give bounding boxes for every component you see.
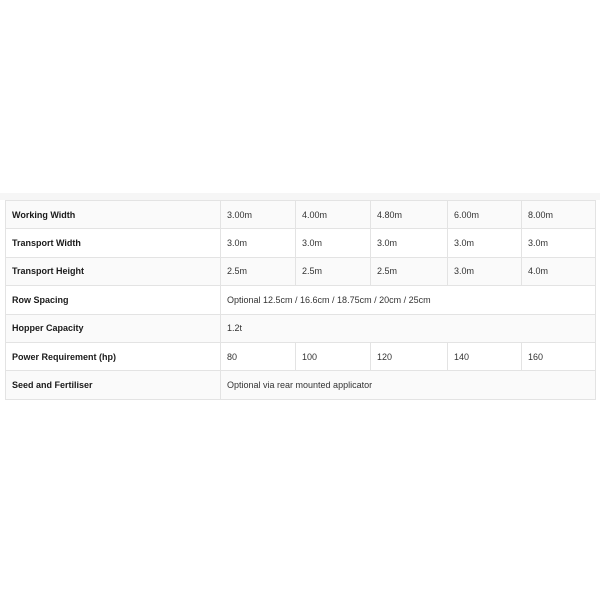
table-row-power-requirement xyxy=(6,342,596,370)
row-label: Working Width xyxy=(6,201,221,229)
table-cell: 3.0m xyxy=(522,229,596,257)
table-cell-merged: Optional via rear mounted applicator xyxy=(221,371,596,399)
table-cell: 80 xyxy=(221,342,296,370)
row-label: Row Spacing xyxy=(6,286,221,314)
table-cell: 3.0m xyxy=(448,257,522,285)
table-row-transport-height xyxy=(6,257,596,285)
table-cell: 2.5m xyxy=(221,257,296,285)
table-cell: 140 xyxy=(448,342,522,370)
specifications-table xyxy=(5,200,596,400)
row-label: Transport Width xyxy=(6,229,221,257)
table-row-hopper-capacity xyxy=(6,314,596,342)
table-cell: 8.00m xyxy=(522,201,596,229)
table-cell: 3.00m xyxy=(221,201,296,229)
table-row-working-width xyxy=(6,201,596,229)
table-row-transport-width xyxy=(6,229,596,257)
table-cell: 2.5m xyxy=(296,257,371,285)
table-cell: 6.00m xyxy=(448,201,522,229)
table-cell: 3.0m xyxy=(221,229,296,257)
table-cell: 120 xyxy=(371,342,448,370)
table-cell: 160 xyxy=(522,342,596,370)
row-label: Hopper Capacity xyxy=(6,314,221,342)
table-row-seed-and-fertiliser xyxy=(6,371,596,399)
row-label: Power Requirement (hp) xyxy=(6,342,221,370)
table-cell: 3.0m xyxy=(371,229,448,257)
table-cell-merged: Optional 12.5cm / 16.6cm / 18.75cm / 20cm / 25cm xyxy=(221,286,596,314)
row-label: Transport Height xyxy=(6,257,221,285)
table-cell: 2.5m xyxy=(371,257,448,285)
table-cell-merged: 1.2t xyxy=(221,314,596,342)
table-cell: 3.0m xyxy=(296,229,371,257)
row-label: Seed and Fertiliser xyxy=(6,371,221,399)
table-cell: 4.0m xyxy=(522,257,596,285)
table-cell: 4.00m xyxy=(296,201,371,229)
table-cell: 100 xyxy=(296,342,371,370)
table-row-row-spacing xyxy=(6,286,596,314)
top-divider-strip xyxy=(0,193,600,200)
table-cell: 4.80m xyxy=(371,201,448,229)
table-cell: 3.0m xyxy=(448,229,522,257)
